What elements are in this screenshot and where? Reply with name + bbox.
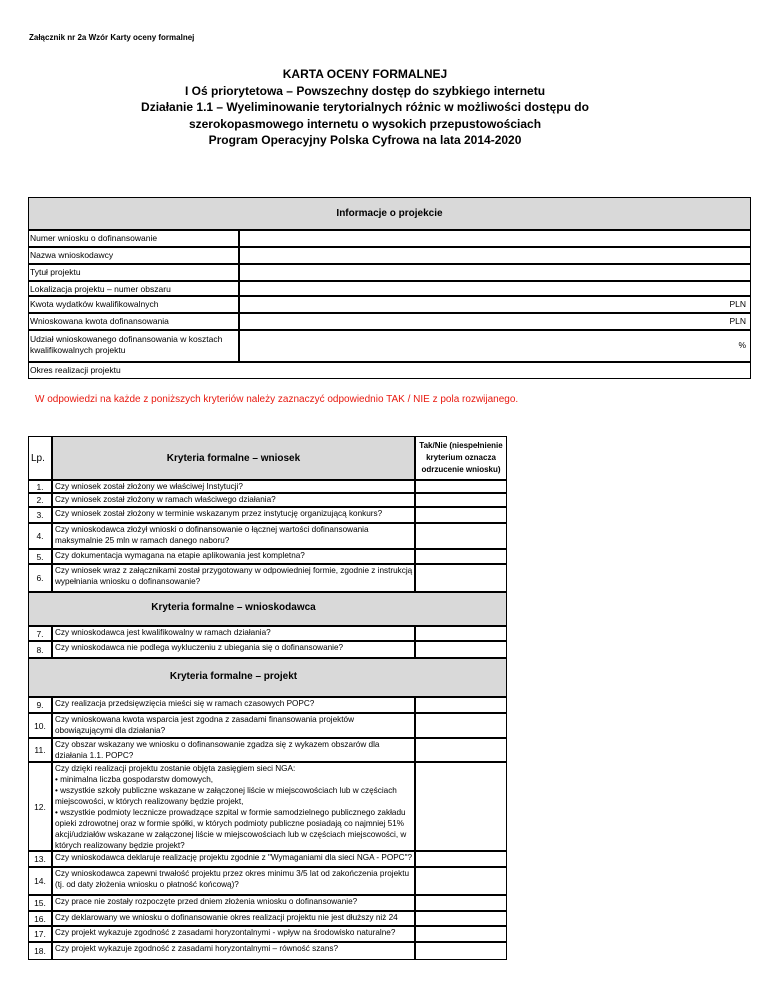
- answer-select[interactable]: [415, 523, 507, 549]
- answer-select[interactable]: [415, 926, 507, 942]
- answer-select[interactable]: [415, 867, 507, 895]
- criterion-text: Czy deklarowany we wniosku o dofinansowanie okres realizacji projektu nie jest dłuższy niż 24: [55, 913, 398, 922]
- instruction-text: W odpowiedzi na każde z poniższych kryteriów należy zaznaczyć odpowiednio TAK / NIE z pola rozwijanego.: [35, 394, 519, 405]
- info-value-field[interactable]: [239, 264, 751, 281]
- criterion-text: Czy wnioskodawca jest kwalifikowalny w ramach działania?: [55, 628, 271, 637]
- info-value-field[interactable]: [239, 281, 751, 296]
- answer-select[interactable]: [415, 851, 507, 867]
- criterion-text: Czy obszar wskazany we wniosku o dofinansowanie zgadza się z wykazem obszarów dla działania 1.1. POPC?: [55, 740, 380, 760]
- criterion-number: 7.: [36, 628, 44, 639]
- criterion-text: Czy wniosek został złożony w terminie wskazanym przez instytucję organizującą konkurs?: [55, 509, 383, 518]
- info-value-field[interactable]: [239, 230, 751, 247]
- answer-select[interactable]: [415, 738, 507, 762]
- criterion-number: 12.: [34, 801, 46, 812]
- criterion-text: Czy wniosek został złożony w ramach właściwego działania?: [55, 495, 276, 504]
- criterion-number: 11.: [34, 745, 46, 755]
- criterion-number: 6.: [36, 573, 44, 583]
- criterion-text: Czy wnioskowana kwota wsparcia jest zgodna z zasadami finansowania projektów obowiązującymi dla działania?: [55, 715, 354, 735]
- criterion-text: Czy wnioskodawca złożył wnioski o dofinansowanie o łącznej wartości dofinansowania maksymalnie 25 mln w ramach danego naboru?: [55, 525, 369, 545]
- criterion-text: Czy prace nie zostały rozpoczęte przed dniem złożenia wniosku o dofinansowanie?: [55, 897, 358, 906]
- criterion-number: 16.: [34, 913, 46, 924]
- info-value-field[interactable]: [239, 313, 751, 330]
- document-title: [40, 66, 690, 149]
- answer-select[interactable]: [415, 942, 507, 960]
- answer-select[interactable]: [415, 713, 507, 738]
- info-label: Numer wniosku o dofinansowanie: [30, 233, 158, 243]
- answer-select[interactable]: [415, 895, 507, 911]
- info-unit: PLN: [729, 299, 746, 309]
- criterion-text: Czy wniosek wraz z załącznikami został przygotowany w odpowiedniej formie, zgodnie z instrukcją wypełniania wniosku o dofinansowanie?: [55, 566, 413, 586]
- title-line: szerokopasmowego internetu o wysokich przepustowościach: [188, 116, 542, 131]
- answer-select[interactable]: [415, 697, 507, 713]
- info-label: Nazwa wnioskodawcy: [30, 250, 114, 260]
- answer-select[interactable]: [415, 762, 507, 851]
- title-line: Działanie 1.1 – Wyeliminowanie terytorialnych różnic w możliwości dostępu do: [141, 100, 589, 114]
- info-label: Okres realizacji projektu: [30, 365, 121, 375]
- title-line: KARTA OCENY FORMALNEJ: [282, 67, 448, 81]
- answer-select[interactable]: [415, 507, 507, 523]
- info-label: Tytuł projektu: [30, 267, 81, 277]
- criterion-text: Czy wnioskodawca zapewni trwałość projektu przez okres minimu 3/5 lat od zakończenia projektu (tj. od daty złożenia wniosku o płatność końcową)?: [55, 869, 410, 889]
- criterion-number: 1.: [36, 481, 44, 492]
- criterion-number: 8.: [36, 644, 44, 655]
- info-heading: Informacje o projekcie: [336, 208, 443, 219]
- info-unit: %: [738, 340, 746, 350]
- criterion-text: Czy wnioskodawca nie podlega wykluczeniu z ubiegania się o dofinansowanie?: [55, 643, 344, 652]
- criterion-text: Czy dokumentacja wymagana na etapie aplikowania jest kompletna?: [55, 551, 305, 560]
- criterion-number: 15.: [34, 898, 46, 908]
- section-header: Kryteria formalne – wnioskodawca: [151, 602, 316, 613]
- answer-select[interactable]: [415, 626, 507, 641]
- answer-select[interactable]: [415, 641, 507, 658]
- info-label: Wnioskowana kwota dofinansowania: [30, 316, 169, 326]
- criterion-number: 9.: [36, 700, 44, 710]
- answer-select[interactable]: [415, 480, 507, 493]
- answer-select[interactable]: [415, 911, 507, 926]
- criterion-number: 13.: [34, 854, 46, 864]
- answer-header: Tak/Nie (niespełnienie kryterium oznacza odrzucenie wniosku): [419, 441, 503, 474]
- info-value-field[interactable]: [239, 296, 751, 313]
- header-note: Załącznik nr 2a Wzór Karty oceny formalnej: [29, 33, 195, 42]
- info-label: Kwota wydatków kwalifikowalnych: [30, 299, 159, 309]
- title-line: Program Operacyjny Polska Cyfrowa na lata 2014-2020: [208, 133, 522, 147]
- info-value-field[interactable]: [239, 330, 751, 362]
- criterion-number: 18.: [34, 946, 46, 956]
- criterion-number: 3.: [36, 510, 44, 520]
- criterion-number: 5.: [36, 551, 44, 562]
- criterion-number: 4.: [36, 531, 44, 541]
- title-line: I Oś priorytetowa – Powszechny dostęp do szybkiego internetu: [184, 83, 546, 98]
- criterion-text: Czy realizacja przedsięwzięcia mieści się w ramach czasowych POPC?: [55, 699, 315, 708]
- criterion-text: Czy projekt wykazuje zgodność z zasadami horyzontalnymi – równość szans?: [55, 944, 339, 953]
- info-label: Udział wnioskowanego dofinansowania w kosztach kwalifikowalnych projektu: [30, 334, 223, 355]
- answer-select[interactable]: [415, 493, 507, 507]
- section-header: Kryteria formalne – projekt: [169, 670, 298, 682]
- criterion-text: Czy dzięki realizacji projektu zostanie objęta zasięgiem sieci NGA: • minimalna liczba gospodarstw domowych, • wszystkie szkoły publiczne wskazane w załączonej liście w miejscowościach lub w częściach miejscowości, w których realizowany będzie projekt, • wszystkie podmioty lecznicze prowadzące szpital w formie samodzielnego publicznego zakładu opieki zdrowotnej oraz w formie spółki, w których podmioty publiczne posiadają co najmniej 51% akcji/udziałów wskazane w załączonej liście w miejscowościach lub w częściach miejscowości, w których realizowany będzie projekt?: [55, 764, 407, 850]
- info-unit: PLN: [729, 316, 746, 326]
- criterion-text: Czy projekt wykazuje zgodność z zasadami horyzontalnymi - wpływ na środowisko naturalne?: [55, 928, 396, 937]
- answer-select[interactable]: [415, 549, 507, 564]
- info-value-field[interactable]: [239, 247, 751, 264]
- lp-header: Lp.: [31, 453, 45, 464]
- answer-select[interactable]: [415, 564, 507, 592]
- criterion-number: 10.: [34, 720, 46, 731]
- criterion-number: 2.: [36, 495, 44, 505]
- criterion-number: 17.: [34, 929, 46, 939]
- criterion-text: Czy wniosek został złożony we właściwej Instytucji?: [55, 482, 243, 491]
- section1-header: Kryteria formalne – wniosek: [166, 453, 301, 464]
- criterion-text: Czy wnioskodawca deklaruje realizację projektu zgodnie z "Wymaganiami dla sieci NGA - POPC"?: [55, 853, 413, 862]
- criterion-number: 14.: [34, 876, 46, 886]
- info-label: Lokalizacja projektu – numer obszaru: [30, 284, 171, 294]
